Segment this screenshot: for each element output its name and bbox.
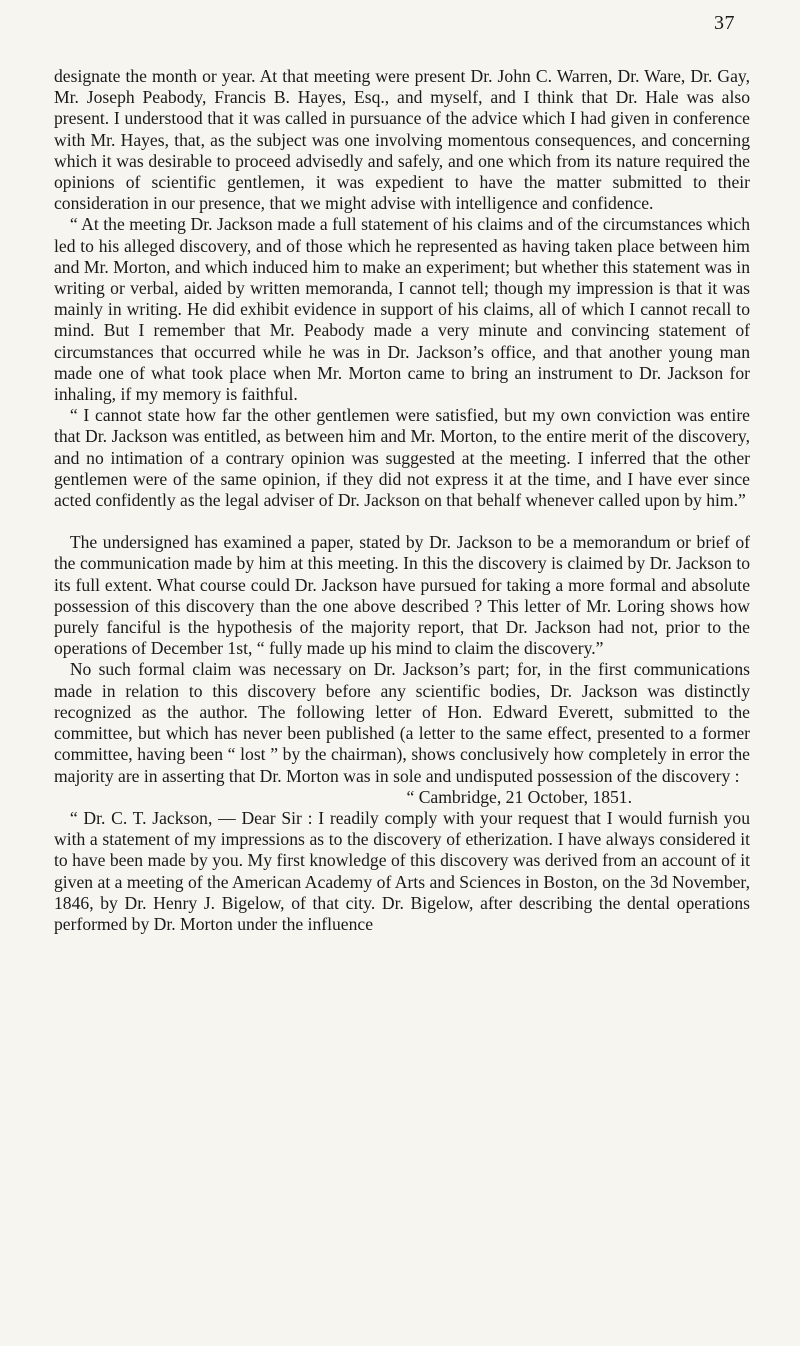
paragraph-1: designate the month or year. At that meeting were present Dr. John C. Warren, Dr. Ware, Dr. Gay, Mr. Joseph Peabody, Francis B. Hayes, Esq., and myself, and I think that Dr. Hale was also present. I understood that it was called in pursuance of the advice which I had given in conference with Mr. Hayes, that, as the subject was one involving momentous consequences, and concerning which it was desirable to proceed advisedly and safely, and one which from its nature required the opinions of scientific gentlemen, it was expedient to have the matter submitted to their consideration in our presence, that we might advise with intelligence and confidence.: [54, 66, 750, 214]
paragraph-3: “ I cannot state how far the other gentlemen were satisfied, but my own conviction was entire that Dr. Jackson was entitled, as between him and Mr. Morton, to the entire merit of the discovery, and no intimation of a contrary opinion was suggested at the meeting. I inferred that the other gentlemen were of the same opinion, if they did not express it at the time, and I have ever since acted confidently as the legal adviser of Dr. Jackson on that behalf whenever called upon by him.”: [54, 405, 750, 511]
paragraph-2: “ At the meeting Dr. Jackson made a full statement of his claims and of the circumstances which led to his alleged discovery, and of those which he represented as having taken place between him and Mr. Morton, and which induced him to make an experiment; but whether this statement was in writing or verbal, aided by written memoranda, I cannot tell; though my impression is that it was mainly in writing. He did exhibit evidence in support of his claims, all of which I cannot recall to mind. But I remember that Mr. Peabody made a very minute and convincing statement of circumstances that occurred while he was in Dr. Jackson’s office, and that another young man made one of what took place when Mr. Morton came to bring an instrument to Dr. Jackson for inhaling, if my memory is faithful.: [54, 214, 750, 405]
paragraph-4: The undersigned has examined a paper, stated by Dr. Jackson to be a memorandum or brief of the communication made by him at this meeting. In this the discovery is claimed by Dr. Jackson to its full extent. What course could Dr. Jackson have pursued for taking a more formal and absolute possession of this discovery than the one above described ? This letter of Mr. Loring shows how purely fanciful is the hypothesis of the majority report, that Dr. Jackson had not, prior to the operations of December 1st, “ fully made up his mind to claim the discovery.”: [54, 532, 750, 659]
paragraph-6: “ Dr. C. T. Jackson, — Dear Sir : I readily comply with your request that I would furnish you with a statement of my impressions as to the discovery of etherization. I have always considered it to have been made by you. My first knowledge of this discovery was derived from an account of it given at a meeting of the American Academy of Arts and Sciences in Boston, on the 3d November, 1846, by Dr. Henry J. Bigelow, of that city. Dr. Bigelow, after describing the dental operations performed by Dr. Morton under the influence: [54, 807, 750, 934]
letter-dateline: “ Cambridge, 21 October, 1851.: [406, 786, 632, 807]
paragraph-5: No such formal claim was necessary on Dr. Jackson’s part; for, in the first communications made in relation to this discovery before any scientific bodies, Dr. Jackson was distinctly recognized as the author. The following letter of Hon. Edward Everett, submitted to the committee, but which has never been published (a letter to the same effect, presented to a former committee, having been “ lost ” by the chairman), shows conclusively how completely in error the majority are in asserting that Dr. Morton was in sole and undisputed possession of the discovery :: [54, 659, 750, 786]
body-text: [54, 66, 750, 935]
page-number: 37: [714, 12, 735, 34]
